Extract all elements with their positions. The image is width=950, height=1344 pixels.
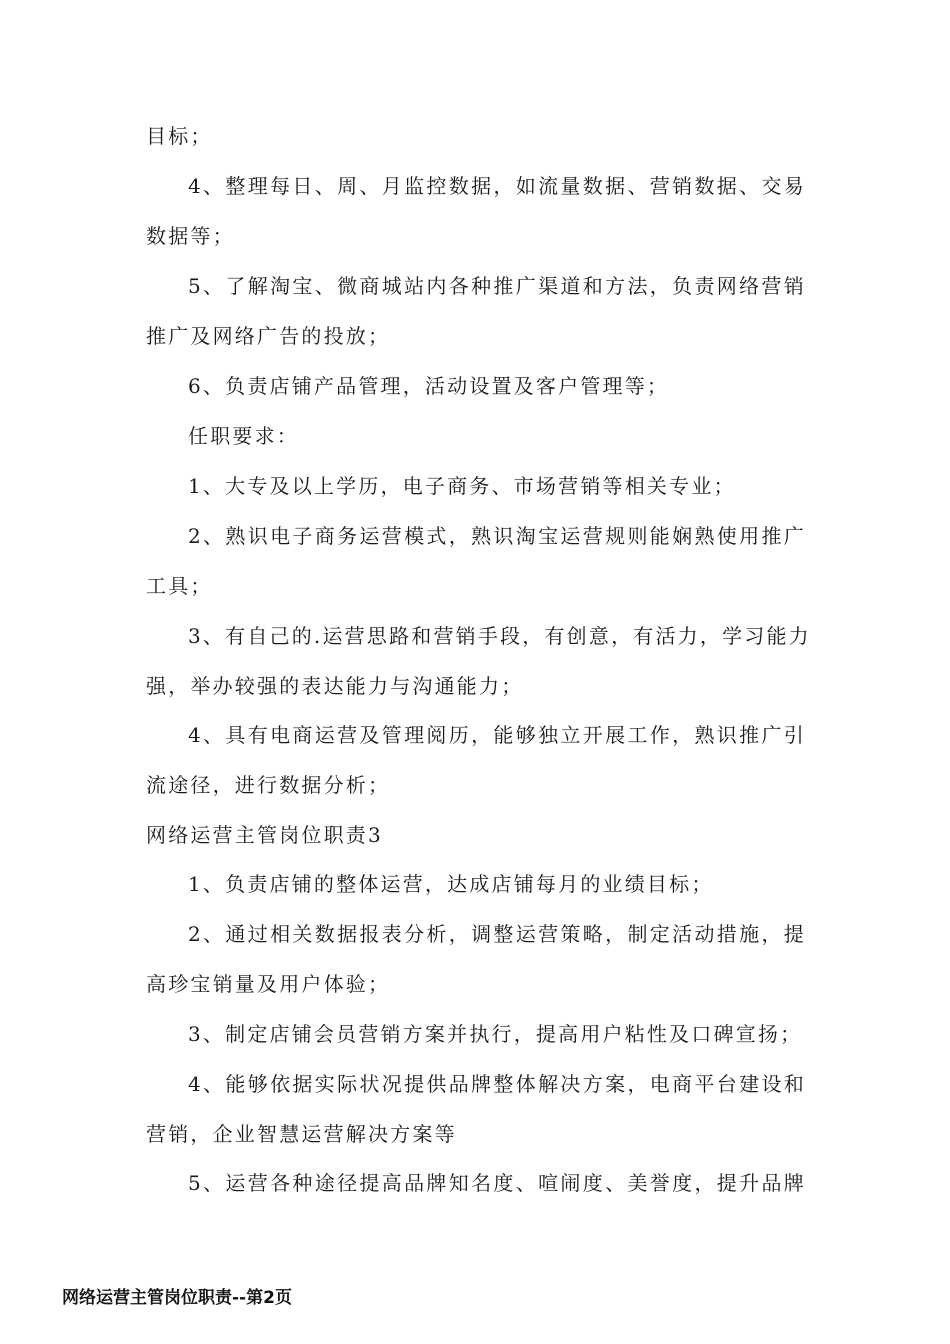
text-line: 强，举办较强的表达能力与沟通能力； xyxy=(146,674,524,698)
text-line: 推广及网络广告的投放； xyxy=(146,324,391,348)
text-line: 1、大专及以上学历，电子商务、市场营销等相关专业； xyxy=(188,474,736,498)
text-line: 高珍宝销量及用户体验； xyxy=(146,972,391,996)
text-line: 4、能够依据实际状况提供品牌整体解决方案，电商平台建设和 xyxy=(188,1072,806,1096)
text-line: 2、熟识电子商务运营模式，熟识淘宝运营规则能娴熟使用推广 xyxy=(188,524,806,548)
text-line: 4、整理每日、周、月监控数据，如流量数据、营销数据、交易 xyxy=(188,174,806,198)
text-line: 流途径，进行数据分析； xyxy=(146,773,391,797)
text-line: 1、负责店铺的整体运营，达成店铺每月的业绩目标； xyxy=(188,872,714,896)
text-line: 目标； xyxy=(146,124,213,148)
text-line: 营销，企业智慧运营解决方案等 xyxy=(146,1122,457,1146)
text-line: 4、具有电商运营及管理阅历，能够独立开展工作，熟识推广引 xyxy=(188,723,806,747)
text-line: 6、负责店铺产品管理，活动设置及客户管理等； xyxy=(188,374,670,398)
text-line: 数据等； xyxy=(146,224,235,248)
text-line: 工具； xyxy=(146,574,213,598)
text-line: 3、制定店铺会员营销方案并执行，提高用户粘性及口碑宣扬； xyxy=(188,1022,803,1046)
text-line: 3、有自己的.运营思路和营销手段，有创意，有活力，学习能力 xyxy=(188,624,811,648)
section-heading: 任职要求： xyxy=(188,424,299,448)
text-line: 5、运营各种途径提高品牌知名度、喧闹度、美誉度，提升品牌 xyxy=(188,1171,806,1195)
text-line: 2、通过相关数据报表分析，调整运营策略，制定活动措施，提 xyxy=(188,922,806,946)
page-footer: 网络运营主管岗位职责--第2页 xyxy=(62,1288,292,1308)
text-line: 5、了解淘宝、微商城站内各种推广渠道和方法，负责网络营销 xyxy=(188,274,806,298)
section-title: 网络运营主管岗位职责3 xyxy=(146,823,383,847)
